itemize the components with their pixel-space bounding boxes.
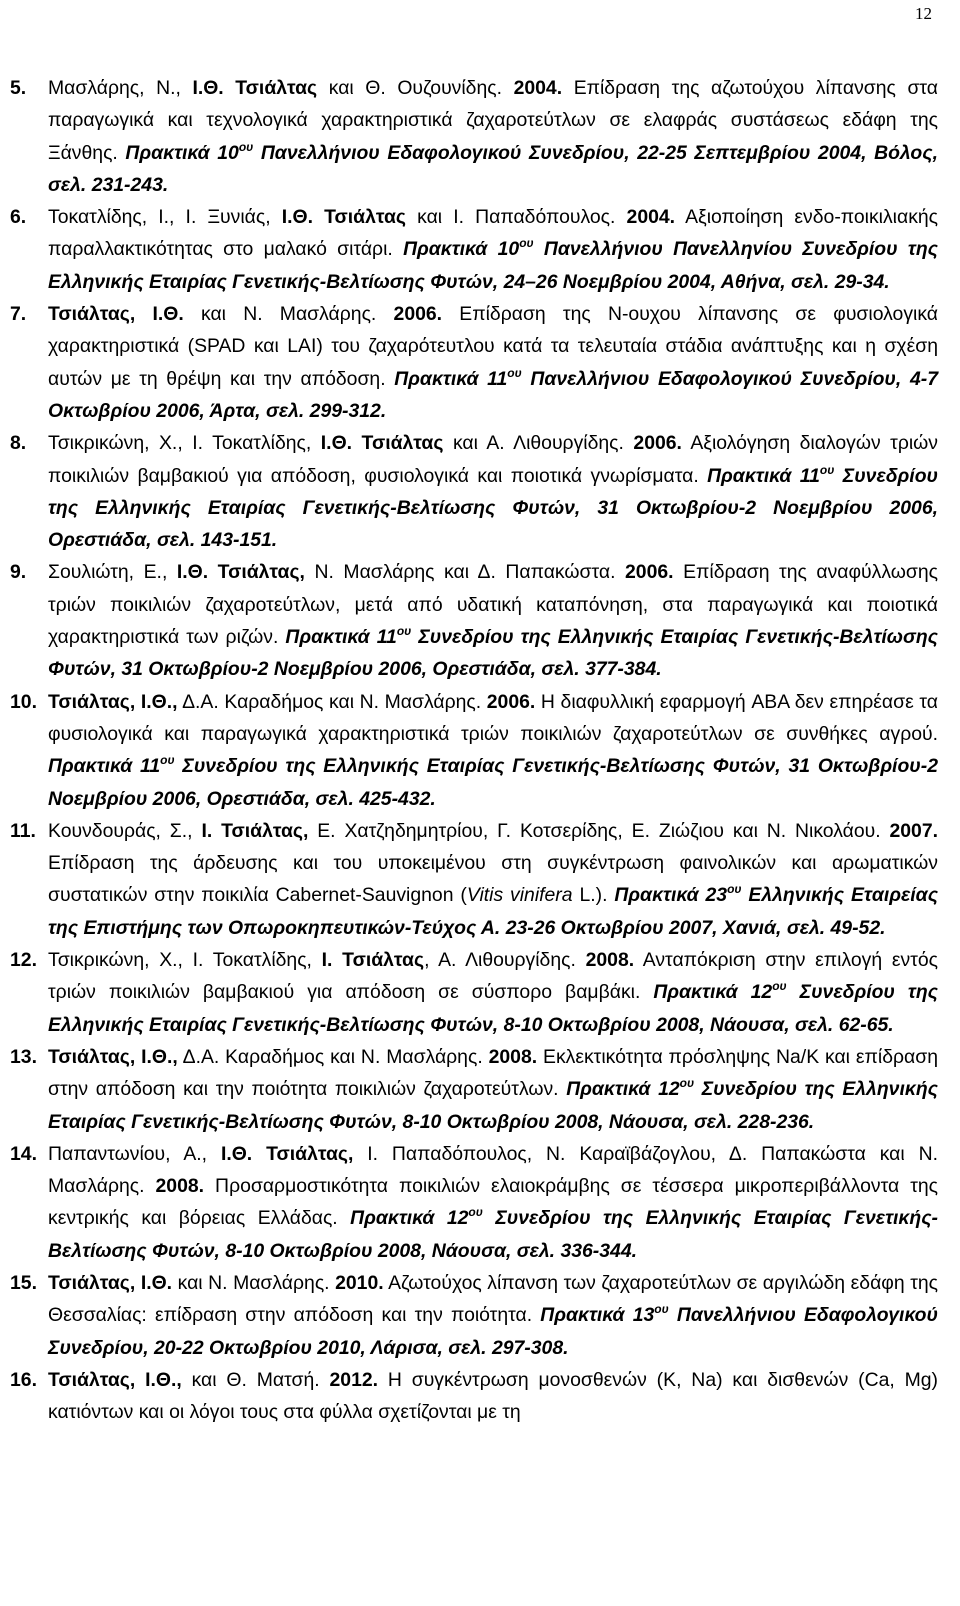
reference-item — [10, 72, 938, 201]
reference-text-segment: Τσιάλτας, Ι.Θ., — [48, 690, 178, 713]
reference-text-segment: και Ι. Παπαδόπουλος. — [406, 206, 627, 229]
reference-item — [10, 944, 938, 1041]
reference-text-segment: Πρακτικά 11 — [48, 755, 161, 778]
reference-text-segment: Αξιολόγηση διαλογών τριών ποικιλιών βαμβακιού για απόδοση, φυσιολογικά και ποιοτικά γνωρίσματα. — [48, 432, 939, 487]
reference-text-segment: 2012. — [329, 1368, 379, 1391]
reference-text-segment: Τσικρικώνη, Χ., Ι. Τοκατλίδης, — [48, 432, 321, 455]
reference-text-segment: Πρακτικά 11 — [707, 464, 820, 487]
reference-text-segment: Πρακτικά 12 — [653, 981, 773, 1004]
reference-text-segment: Πρακτικά 10 — [125, 141, 239, 164]
reference-text-segment: Ι.Θ. Τσιάλτας, — [176, 561, 305, 584]
reference-text-segment: L.). — [572, 884, 615, 907]
reference-text-segment: ου — [654, 1302, 669, 1317]
reference-text-segment: Ι. Τσιάλτας, — [201, 819, 309, 842]
reference-text-segment: ου — [507, 365, 522, 380]
reference-text-segment: Πανελλήνιου Εδαφολογικού Συνεδρίου, 22-25 Σεπτεμβρίου 2004, Βόλος, σελ. 231-243. — [48, 141, 938, 196]
reference-text-segment: 2008. — [488, 1045, 538, 1068]
reference-item — [10, 201, 938, 298]
reference-text-segment: Τσικρικώνη, Χ., Ι. Τοκατλίδης, — [48, 949, 322, 972]
reference-text-segment: Πανελλήνιου Πανελληνίου Συνεδρίου της Ελληνικής Εταιρίας Γενετικής-Βελτίωσης Φυτών, 24–26 Νοεμβρίου 2004, Αθήνα, σελ. 29-34. — [48, 238, 938, 293]
reference-text-segment: Ι.Θ. Τσιάλτας — [192, 77, 318, 99]
reference-text-segment: Συνεδρίου της Ελληνικής Εταιρίας Γενετικής-Βελτίωσης Φυτών, 8-10 Οκτωβρίου 2008, Νάουσα, σελ. 228-236. — [48, 1078, 938, 1133]
reference-text-segment: και Α. Λιθουργίδης. — [443, 432, 634, 455]
reference-text-segment: Vitis vinifera — [466, 884, 573, 907]
reference-text-segment: Πανελλήνιου Εδαφολογικού Συνεδρίου, 20-22 Οκτωβρίου 2010, Λάρισα, σελ. 297-308. — [48, 1304, 938, 1359]
reference-text-segment: 2008. — [585, 949, 635, 972]
reference-text-segment: Ανταπόκριση στην επιλογή εντός τριών ποικιλιών βαμβακιού για απόδοση σε σύσπορο βαμβάκι. — [48, 949, 939, 1004]
reference-text-segment: Δ.Α. Καραδήμος και Ν. Μασλάρης. — [177, 690, 487, 713]
reference-text-segment: Πανελλήνιου Εδαφολογικού Συνεδρίου, 4-7 Οκτωβρίου 2006, Άρτα, σελ. 299-312. — [48, 367, 938, 422]
reference-number: 11. — [10, 819, 36, 842]
reference-text-segment: Ι.Θ. Τσιάλτας, — [220, 1142, 354, 1165]
reference-item — [10, 686, 938, 815]
reference-text-segment: ου — [468, 1205, 483, 1220]
reference-text-segment: Πρακτικά 10 — [403, 238, 520, 261]
reference-text-segment: Συνεδρίου της Ελληνικής Εταιρίας Γενετικής-Βελτίωσης Φυτών, 8-10 Οκτωβρίου 2008, Νάουσα, σελ. 62-65. — [48, 981, 938, 1036]
reference-text-segment: Πρακτικά 11 — [394, 367, 508, 390]
reference-text-segment: Παπαντωνίου, Α., — [48, 1142, 221, 1165]
reference-item — [10, 1364, 938, 1429]
reference-number: 8. — [10, 432, 27, 455]
reference-text-segment: και Θ. Ουζουνίδης. — [317, 77, 514, 99]
reference-number: 15. — [10, 1271, 37, 1294]
reference-text-segment: ου — [679, 1076, 695, 1091]
reference-text-segment: Πρακτικά 23 — [614, 884, 728, 907]
reference-text-segment: Κουνδουράς, Σ., — [48, 819, 202, 842]
reference-text-segment: Πρακτικά 12 — [566, 1078, 680, 1101]
reference-text-segment: Πρακτικά 12 — [350, 1207, 469, 1230]
reference-item — [10, 427, 938, 556]
reference-text-segment: Η διαφυλλική εφαρμογή ABA δεν επηρέασε τα φυσιολογικά και παραγωγικά χαρακτηριστικά τριών ποικιλιών ζαχαροτεύτλων σε συνθήκες αγρού. — [48, 690, 938, 745]
reference-text-segment: 2006. — [633, 432, 682, 455]
reference-text-segment: Τοκατλίδης, Ι., Ι. Ξυνιάς, — [48, 206, 282, 229]
reference-text-segment: και Ν. Μασλάρης. — [172, 1271, 336, 1294]
reference-text-segment: Η συγκέντρωση μονοσθενών (K, Na) και δισθενών (Ca, Mg) κατιόντων και οι λόγοι τους στα φύλλα σχετίζονται με τη — [48, 1368, 938, 1424]
reference-text-segment: ου — [160, 753, 175, 768]
reference-text-segment: Ι. Τσιάλτας — [321, 949, 425, 972]
reference-text-segment: Τσιάλτας, Ι.Θ., — [48, 1368, 182, 1391]
reference-item — [10, 1267, 938, 1364]
reference-number: 16. — [10, 1368, 37, 1391]
reference-text-segment: ου — [819, 462, 835, 477]
reference-text-segment: Δ.Α. Καραδήμος και Ν. Μασλάρης. — [177, 1045, 489, 1068]
reference-text-segment: Εκλεκτικότητα πρόσληψης Na/K και επίδραση στην απόδοση και την ποιότητα ποικιλιών ζαχαροτεύτλων. — [48, 1045, 938, 1101]
reference-text-segment: 2006. — [625, 561, 674, 584]
reference-item — [10, 298, 938, 427]
reference-text-segment: ου — [519, 236, 534, 251]
reference-item — [10, 556, 938, 685]
reference-text-segment: Συνεδρίου της Ελληνικής Εταιρίας Γενετικής-Βελτίωσης Φυτών, 31 Οκτωβρίου-2 Νοεμβρίου 2006, Ορεστιάδα, σελ. 425-432. — [48, 755, 938, 810]
reference-text-segment: Τσιάλτας, Ι.Θ. — [48, 1271, 173, 1294]
reference-text-segment: Αξιοποίηση ενδο-ποικιλιακής παραλλακτικότητας στο μαλακό σιτάρι. — [48, 206, 939, 261]
reference-text-segment: 2007. — [889, 819, 938, 842]
reference-text-segment: Ε. Χατζηδημητρίου, Γ. Κοτσερίδης, Ε. Ζιώζιου και Ν. Νικολάου. — [308, 819, 890, 842]
reference-text-segment: Συνεδρίου της Ελληνικής Εταιρίας Γενετικής-Βελτίωσης Φυτών, 8-10 Οκτωβρίου 2008, Νάουσα, σελ. 336-344. — [48, 1207, 938, 1262]
reference-text-segment: ου — [238, 139, 254, 154]
reference-text-segment: Μασλάρης, Ν., — [48, 77, 193, 99]
reference-text-segment: Τσιάλτας, Ι.Θ., — [48, 1045, 178, 1068]
reference-text-segment: 2010. — [335, 1271, 384, 1294]
reference-text-segment: Πρακτικά 13 — [540, 1304, 655, 1327]
reference-text-segment: Συνεδρίου της Ελληνικής Εταιρίας Γενετικής-Βελτίωσης Φυτών, 31 Οκτωβρίου-2 Νοεμβρίου 2006, Ορεστιάδα, σελ. 143-151. — [48, 464, 938, 552]
page-number: 12 — [915, 4, 932, 23]
reference-text-segment: , Α. Λιθουργίδης. — [424, 949, 586, 972]
reference-number: 7. — [10, 303, 27, 326]
reference-item — [10, 815, 938, 944]
reference-text-segment: Επίδραση της άρδευσης και του υποκειμένου στη συγκέντρωση φαινολικών και αρωματικών συστατικών στην ποικιλία Cabernet-Sauvignon ( — [48, 852, 938, 907]
reference-text-segment: 2004. — [626, 206, 676, 229]
reference-text-segment: Συνεδρίου της Ελληνικής Εταιρίας Γενετικής-Βελτίωσης Φυτών, 31 Οκτωβρίου-2 Νοεμβρίου 2006, Ορεστιάδα, σελ. 377-384. — [48, 626, 938, 681]
reference-text-segment: Ελληνικής Εταιρείας της Επιστήμης των Οπωροκηπευτικών-Τεύχος Α. 23-26 Οκτωβρίου 2007, Χανιά, σελ. 49-52. — [48, 884, 939, 939]
reference-text-segment: ου — [727, 882, 742, 897]
reference-text-segment: ου — [772, 979, 787, 994]
reference-text-segment: Ν. Μασλάρης και Δ. Παπακώστα. — [304, 561, 626, 584]
reference-number: 14. — [10, 1142, 37, 1165]
reference-list — [10, 72, 938, 1428]
reference-number: 6. — [10, 206, 27, 229]
reference-text-segment: 2008. — [155, 1175, 205, 1198]
reference-text-segment: Αζωτούχος λίπανση των ζαχαροτεύτλων σε αργιλώδη εδάφη της Θεσσαλίας: επίδραση στην απόδοση και την ποιότητα. — [48, 1271, 938, 1327]
reference-text-segment: 2006. — [393, 303, 443, 326]
reference-item — [10, 1041, 938, 1138]
reference-number: 10. — [10, 690, 37, 713]
reference-text-segment: 2006. — [486, 690, 536, 713]
reference-text-segment: ου — [396, 624, 412, 639]
reference-text-segment: Ι.Θ. Τσιάλτας — [281, 206, 407, 229]
reference-text-segment: Ι. Παπαδόπουλος, Ν. Καραϊβάζογλου, Δ. Παπακώστα και Ν. Μασλάρης. — [48, 1142, 938, 1198]
reference-text-segment: και Θ. Ματσή. — [181, 1368, 330, 1391]
reference-number: 12. — [10, 949, 37, 972]
reference-number: 13. — [10, 1045, 37, 1068]
reference-text-segment: Επίδραση της Ν-ουχου λίπανσης σε φυσιολογικά χαρακτηριστικά (SPAD και LAI) του ζαχαρότευτλου κατά τα τελευταία στάδια ανάπτυξης και η σχέση αυτών με τη θρέψη και την απόδοση. — [48, 303, 938, 390]
reference-text-segment: Επίδραση της αναφύλλωσης τριών ποικιλιών ζαχαροτεύτλων, μετά από υδατική καταπόνηση, στα παραγωγικά και ποιοτικά χαρακτηριστικά των ριζών. — [48, 561, 938, 649]
reference-text-segment: Σουλιώτη, Ε., — [48, 561, 177, 584]
reference-text-segment: 2004. — [513, 77, 563, 99]
reference-text-segment: και Ν. Μασλάρης. — [183, 303, 394, 326]
reference-text-segment: Προσαρμοστικότητα ποικιλιών ελαιοκράμβης σε τέσσερα μικροπεριβάλλοντα της κεντρικής και βόρειας Ελλάδας. — [48, 1175, 938, 1230]
reference-number: 5. — [10, 77, 27, 99]
reference-number: 9. — [10, 561, 27, 584]
reference-text-segment: Επίδραση της αζωτούχου λίπανσης στα παραγωγικά και τεχνολογικά χαρακτηριστικά ζαχαροτεύτλων σε ελαφράς συστάσεως εδάφη της Ξάνθης. — [48, 77, 939, 164]
reference-text-segment: Τσιάλτας, Ι.Θ. — [48, 303, 184, 326]
reference-text-segment: Πρακτικά 11 — [285, 626, 397, 649]
reference-item — [10, 1138, 938, 1267]
reference-text-segment: Ι.Θ. Τσιάλτας — [320, 432, 444, 455]
